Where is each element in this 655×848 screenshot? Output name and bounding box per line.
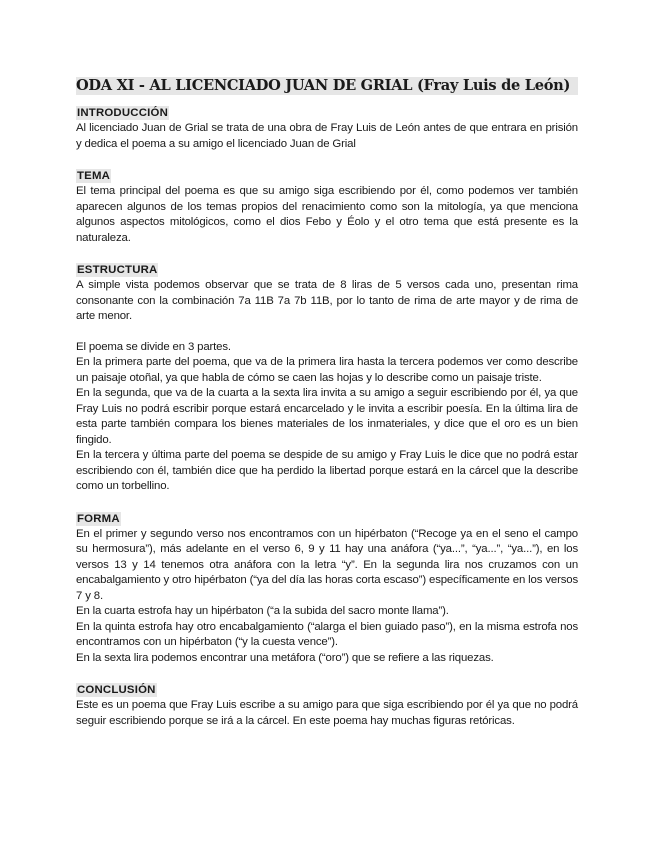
section-introduccion [76, 103, 578, 152]
paragraph: En la segunda, que va de la cuarta a la sexta lira invita a su amigo a seguir escribiendo por él, ya que Fray Luis no podrá escribir porque estará encarcelado y le invita a escribir poesía. En la última lira de esta parte también compara los bienes materiales de los inmateriales, y dice que el oro es un bien fingido. [76, 387, 578, 446]
section-estructura [76, 260, 578, 495]
paragraph: En la tercera y última parte del poema se despide de su amigo y Fray Luis le dice que no podrá estar escribiendo con él, también dice que ha perdido la libertad porque estará en la cárcel que la describe como un torbellino. [76, 449, 578, 492]
section-heading: TEMA [77, 170, 111, 182]
paragraph: El poema se divide en 3 partes. [76, 340, 231, 353]
paragraph: En la sexta lira podemos encontrar una metáfora (“oro”) que se refiere a las riquezas. [76, 651, 494, 664]
section-heading: ESTRUCTURA [77, 264, 158, 276]
section-heading: FORMA [77, 512, 120, 525]
document-body [76, 77, 578, 743]
paragraph: A simple vista podemos observar que se trata de 8 liras de 5 versos cada uno, presentan rima consonante con la combinación 7a 11B 7a 7b 11B, por lo tanto de rima de arte mayor y de rima de arte menor. [76, 279, 578, 322]
paragraph: En el primer y segundo verso nos encontramos con un hipérbaton (“Recoge ya en el seno el campo su hermosura”), más adelante en el verso 6, 9 y 11 hay una anáfora (“ya...”, “ya...”, “ya...”), en los versos 13 y 14 tenemos otra anáfora con la letra “y”. En la segunda lira nos cruzamos con un encabalgamiento y otro hipérbaton (“ya del día las horas corta escaso”) específicamente en los versos 7 y 8. [76, 527, 578, 602]
paragraph: El tema principal del poema es que su amigo siga escribiendo por él, como podemos ver también aparecen algunos de los temas propios del renacimiento como son la mitología, ya que menciona algunos aspectos mitológicos, como el dios Febo y Éolo y el otro tema que está presente es la naturaleza. [76, 185, 578, 244]
section-heading: INTRODUCCIÓN [77, 107, 168, 119]
paragraph-spacer [76, 325, 578, 340]
paragraph: En la cuarta estrofa hay un hipérbaton (“a la subida del sacro monte llama”). [76, 605, 449, 617]
section-conclusion [76, 680, 578, 729]
paragraph: Este es un poema que Fray Luis escribe a su amigo para que siga escribiendo por él ya que no podrá seguir escribiendo porque se irá a la cárcel. En este poema hay muchas figuras retóricas. [76, 699, 578, 727]
section-tema [76, 166, 578, 246]
section-heading: CONCLUSIÓN [77, 684, 156, 696]
document-title: ODA XI - AL LICENCIADO JUAN DE GRIAL (Fray Luis de León) [76, 77, 578, 95]
paragraph: En la quinta estrofa hay otro encabalgamiento (“alarga el bien guiado paso”), en la misma estrofa nos encontramos con un hipérbaton (“y la cuesta vence”). [76, 620, 578, 648]
section-forma [76, 509, 578, 667]
paragraph: En la primera parte del poema, que va de la primera lira hasta la tercera podemos ver como describe un paisaje otoñal, ya que habla de cómo se caen las hojas y lo describe como un paisaje triste. [76, 356, 578, 384]
paragraph: Al licenciado Juan de Grial se trata de una obra de Fray Luis de León antes de que entrara en prisión y dedica el poema a su amigo el licenciado Juan de Grial [76, 122, 578, 150]
